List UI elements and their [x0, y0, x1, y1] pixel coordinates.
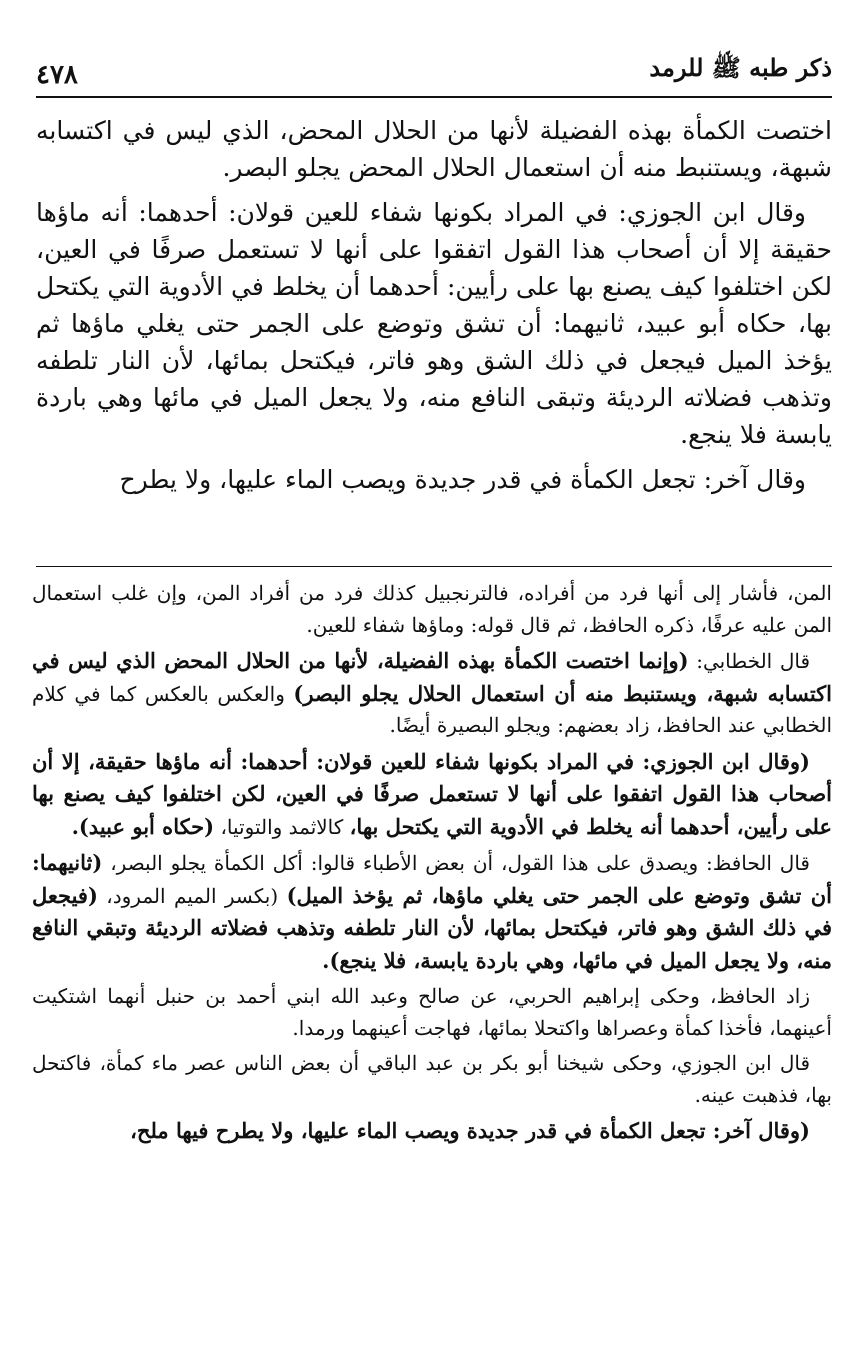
- commentary-text: (بكسر الميم المرود،: [97, 883, 287, 908]
- commentary-text: قال الخطابي:: [688, 649, 811, 673]
- commentary-paragraph: [32, 847, 832, 977]
- main-paragraph: وقال آخر: تجعل الكمأة في قدر جديدة ويصب الماء عليها، ولا يطرح: [119, 465, 806, 494]
- commentary-paragraph: المن، فأشار إلى أنها فرد من أفراده، فالترنجبيل كذلك فرد من أفراد المن، وإن غلب استعمال المن عليه عرفًا، ذكره الحافظ، ثم قال قوله: وماؤها شفاء للعين.: [32, 581, 832, 637]
- main-paragraph: وقال ابن الجوزي: في المراد بكونها شفاء للعين قولان: أحدهما: أنه ماؤها حقيقة إلا أن أصحاب هذا القول اتفقوا على أنها لا تستعمل صرفًا في العين، لكن اختلفوا كيف يصنع بها على رأيين: أحدهما أن يخلط في الأدوية التي يكتحل بها، حكاه أبو عبيد، ثانيهما: أن تشق وتوضع على الجمر حتى يغلي ماؤها ثم يؤخذ الميل فيجعل في ذلك الشق وهو فاتر، فيكتحل بمائها، لأن النار تلطفه وتذهب فضلاته الرديئة وتبقى النافع منه، ولا يجعل الميل في مائها وهي باردة يابسة فلا ينجع.: [36, 198, 832, 449]
- quoted-text: (حكاه أبو عبيد).: [71, 813, 215, 839]
- running-title: ذكر طبه ﷺ للرمد: [649, 53, 832, 82]
- commentary-paragraph: زاد الحافظ، وحكى إبراهيم الحربي، عن صالح وعبد الله ابني أحمد بن حنبل أنهما اشتكيت أعينهما، فأخذا كمأة وعصراها واكتحلا بمائها، فهاجت أعينهما ورمدا.: [32, 984, 832, 1040]
- commentary-paragraph: [32, 645, 832, 742]
- quoted-text: (ثانيهما: أن تشق وتوضع على الجمر حتى يغلي ماؤها، ثم يؤخذ الميل): [32, 850, 832, 908]
- commentary: [32, 578, 832, 1152]
- quoted-text: (فيجعل في ذلك الشق وهو فاتر، فيكتحل بمائها، لأن النار تلطفه وتذهب فضلاته الرديئة وتبقي النافع منه، ولا يجعل الميل في مائها، وهي باردة يابسة، فلا ينجع).: [32, 882, 832, 973]
- commentary-text: كالاثمد والتوتيا،: [214, 814, 350, 839]
- commentary-text: قال الحافظ: ويصدق على هذا القول، أن بعض الأطباء قالوا: أكل الكمأة يجلو البصر،: [102, 851, 810, 875]
- quoted-text: (وقال آخر: تجعل الكمأة في قدر جديدة ويصب الماء عليها، ولا يطرح فيها ملح،: [130, 1118, 810, 1143]
- commentary-text: والعكس بالعكس كما في كلام الخطابي عند الحافظ، زاد بعضهم: ويجلو البصيرة أيضًا.: [32, 681, 832, 737]
- main-text: [36, 112, 832, 506]
- quoted-text: (وإنما اختصت الكمأة بهذه الفضيلة، لأنها من الحلال المحض الذي ليس في اكتسابه شبهة، ويستنبط منه أن استعمال الحلال يجلو البصر): [32, 648, 832, 706]
- quoted-text: (وقال ابن الجوزي: في المراد بكونها شفاء للعين قولان: أحدهما: أنه ماؤها حقيقة، إلا أن أصحاب هذا القول اتفقوا على أنها لا تستعمل صرفًا في العين، لكن اختلفوا كيف يصنع بها على رأيين، أحدهما أنه يخلط في الأدوية التي يكتحل بها،: [32, 748, 832, 839]
- commentary-paragraph: [32, 1115, 832, 1148]
- commentary-paragraph: [32, 746, 832, 844]
- footnote-divider: [36, 566, 832, 567]
- commentary-paragraph: قال ابن الجوزي، وحكى شيخنا أبو بكر بن عبد الباقي أن بعض الناس عصر ماء كمأة، فاكتحل بها، فذهبت عينه.: [32, 1051, 832, 1107]
- main-paragraph: اختصت الكمأة بهذه الفضيلة لأنها من الحلال المحض، الذي ليس في اكتسابه شبهة، ويستنبط منه أن استعمال الحلال المحض يجلو البصر.: [36, 116, 832, 182]
- page-number: ٤٧٨: [36, 60, 78, 90]
- page-header: [36, 52, 832, 98]
